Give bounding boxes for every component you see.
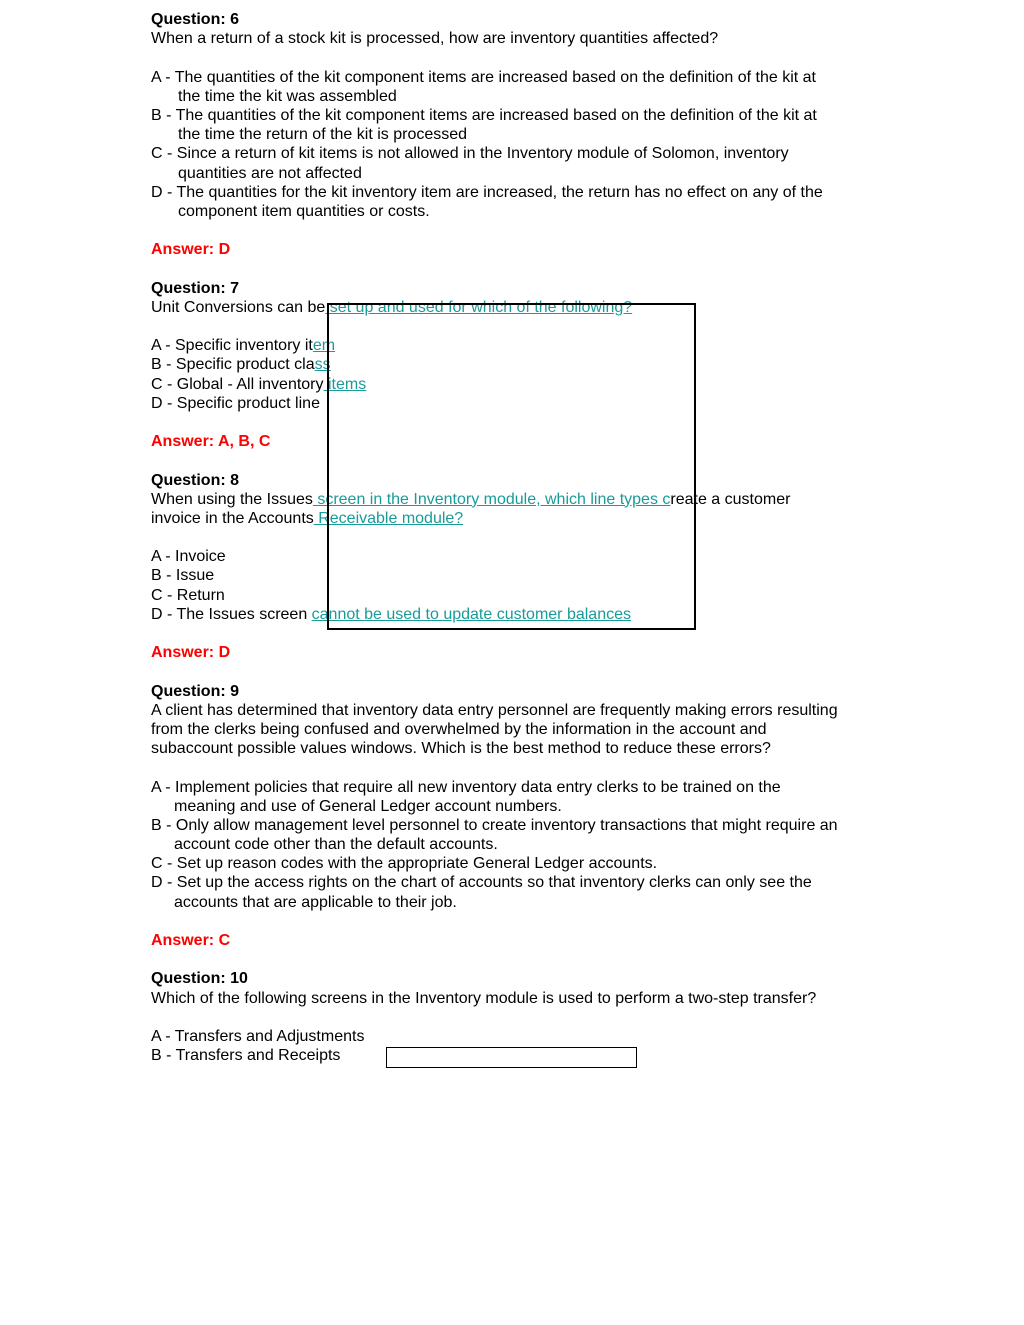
- q7-option-c-text: C - Global - All inventory: [151, 375, 324, 393]
- question-7-answer: Answer: A, B, C: [151, 433, 271, 451]
- q9-option-c: C - Set up reason codes with the appropriate General Ledger accounts.: [151, 855, 658, 873]
- question-8-link-2[interactable]: Receivable module?: [313, 509, 464, 527]
- q9-option-d-cont: accounts that are applicable to their job.: [174, 893, 457, 911]
- question-9-text-line3: subaccount possible values windows. Which is the best method to reduce these errors?: [151, 740, 771, 758]
- question-8-heading: Question: 8: [151, 471, 240, 489]
- q8-option-c: C - Return: [151, 586, 225, 604]
- annotation-box-large: [327, 303, 696, 630]
- q7-option-d-text: D - Specific product line: [151, 394, 320, 412]
- q7-option-a-link[interactable]: em: [312, 337, 336, 355]
- q6-option-c-cont: quantities are not affected: [178, 164, 362, 182]
- question-6-text: When a return of a stock kit is processed, how are inventory quantities affected?: [151, 30, 719, 48]
- q7-option-c-link[interactable]: items: [323, 375, 367, 393]
- question-7-link[interactable]: set up and used for which of the following?: [325, 298, 633, 316]
- q6-option-d: D - The quantities for the kit inventory item are increased, the return has no effect on any of the: [151, 183, 823, 201]
- q10-option-a: A - Transfers and Adjustments: [151, 1027, 365, 1045]
- question-9-heading: Question: 9: [151, 682, 240, 700]
- q6-option-b-cont: the time the return of the kit is processed: [178, 126, 468, 144]
- question-7-text-plain: Unit Conversions can be: [151, 298, 326, 316]
- q9-option-b-cont: account code other than the default accounts.: [174, 836, 498, 854]
- question-9-text-line2: from the clerks being confused and overwhelmed by the information in the account and: [151, 720, 767, 738]
- question-10-heading: Question: 10: [151, 970, 248, 988]
- q9-option-a: A - Implement policies that require all new inventory data entry clerks to be trained on the: [151, 778, 781, 796]
- q8-option-a: A - Invoice: [151, 548, 226, 566]
- q6-option-c: C - Since a return of kit items is not allowed in the Inventory module of Solomon, inventory: [151, 145, 789, 163]
- question-10-text: Which of the following screens in the Inventory module is used to perform a two-step transfer?: [151, 989, 817, 1007]
- q7-option-a-text: A - Specific inventory it: [151, 337, 313, 355]
- q9-option-a-cont: meaning and use of General Ledger account numbers.: [174, 797, 562, 815]
- q6-option-b: B - The quantities of the kit component items are increased based on the definition of the kit at: [151, 106, 817, 124]
- question-8-text-plain: When using the Issues: [151, 490, 313, 508]
- q10-option-b: B - Transfers and Receipts: [151, 1047, 341, 1065]
- annotation-box-small: [386, 1047, 637, 1068]
- question-7-heading: Question: 7: [151, 279, 240, 297]
- question-8-text-plain-2: invoice in the Accounts: [151, 509, 314, 527]
- question-8-text-tail: reate a customer: [670, 490, 791, 508]
- q6-option-a: A - The quantities of the kit component items are increased based on the definition of the kit at: [151, 68, 816, 86]
- q6-option-d-cont: component item quantities or costs.: [178, 202, 430, 220]
- q9-option-b: B - Only allow management level personnel to create inventory transactions that might require an: [151, 816, 838, 834]
- q8-option-d-text: D - The Issues screen: [151, 605, 312, 623]
- question-6-heading: Question: 6: [151, 11, 240, 28]
- question-9-answer: Answer: C: [151, 932, 231, 949]
- q9-option-d: D - Set up the access rights on the chart of accounts so that inventory clerks can only see the: [151, 874, 812, 892]
- question-6-answer: Answer: D: [151, 241, 231, 259]
- q8-option-d-link[interactable]: cannot be used to update customer balances: [311, 605, 631, 623]
- q7-option-b-link[interactable]: ss: [314, 356, 331, 374]
- q8-option-b: B - Issue: [151, 567, 215, 585]
- q6-option-a-cont: the time the kit was assembled: [178, 87, 397, 105]
- question-8-answer: Answer: D: [151, 644, 231, 662]
- question-8-link-1[interactable]: screen in the Inventory module, which line types c: [312, 490, 671, 508]
- q7-option-b-text: B - Specific product cla: [151, 356, 315, 374]
- question-9-text-line1: A client has determined that inventory data entry personnel are frequently making errors resulting: [151, 701, 838, 719]
